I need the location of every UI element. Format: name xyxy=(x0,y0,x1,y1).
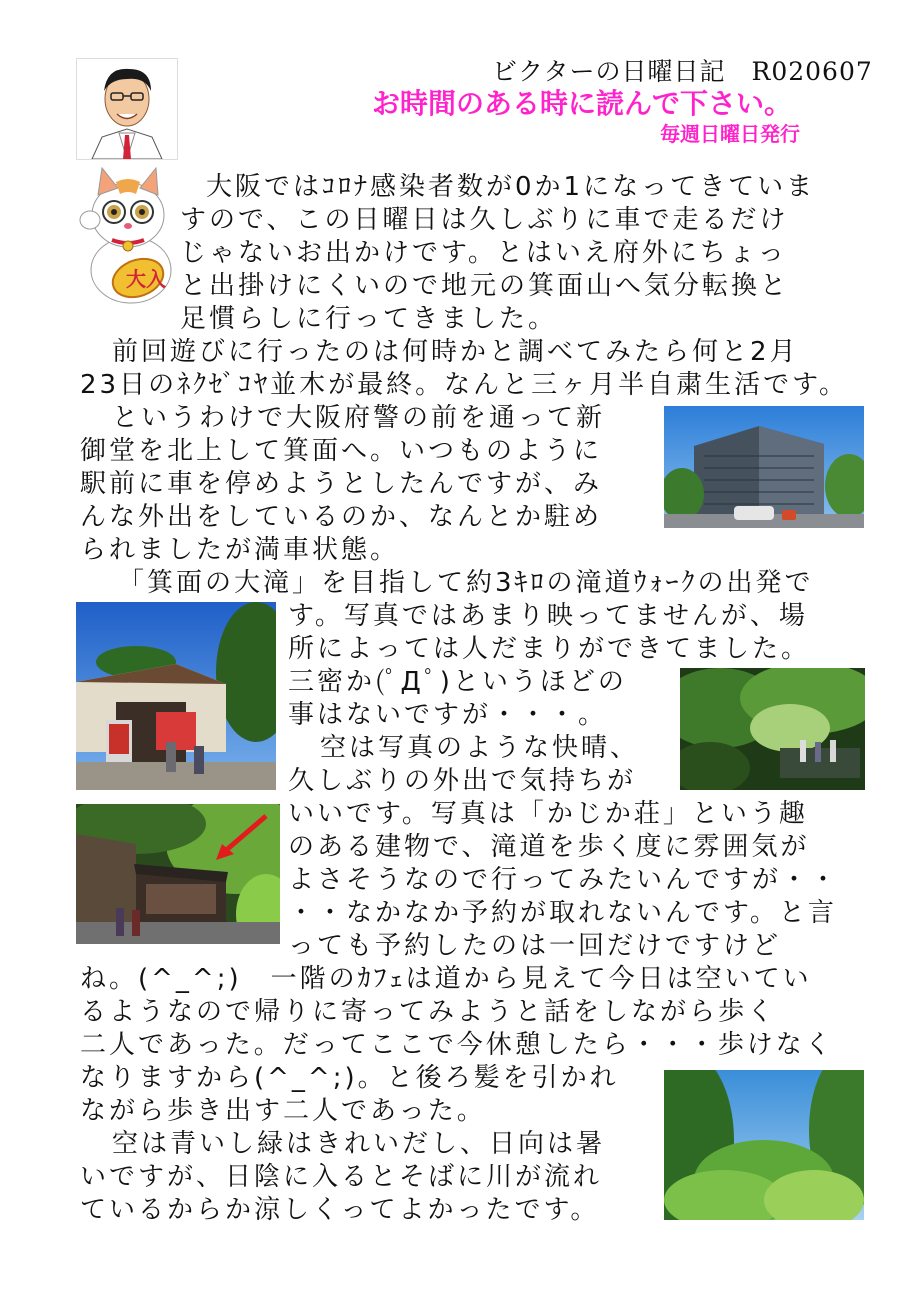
body-line-21: のある建物で、滝道を歩く度に雰囲気が xyxy=(288,832,810,862)
body-line-16: 三密か(ﾟДﾟ)というほどの xyxy=(288,667,627,697)
body-line-2: すので、この日曜日は久しぶりに車で走るだけ xyxy=(180,205,789,235)
body-line-31: いですが、日陰に入るとそばに川が流れ xyxy=(80,1162,603,1192)
body-line-26: るようなので帰りに寄ってみようと話をしながら歩く xyxy=(80,997,777,1027)
svg-text:大入: 大入 xyxy=(126,267,166,291)
body-line-32: ているからか涼しくってよかったです。 xyxy=(80,1195,600,1225)
body-line-18: 空は写真のような快晴、 xyxy=(320,733,640,763)
body-line-27: 二人であった。だってここで今休憩したら・・・歩けなく xyxy=(80,1030,834,1060)
body-line-19: 久しぶりの外出で気持ちが xyxy=(288,766,637,796)
newsletter-subtitle: お時間のある時に読んで下さい。 xyxy=(372,87,793,120)
osaka-police-building-photo xyxy=(664,406,864,528)
body-line-28: なりますから(^_^;)。と後ろ髪を引かれ xyxy=(80,1063,619,1093)
body-line-1: 大阪ではｺﾛﾅ感染者数が0か1になってきていま xyxy=(206,172,816,202)
body-line-7: 23日のﾈｸｾﾞｺﾔ並木が最終。なんと三ヶ月半自粛生活です。 xyxy=(80,370,849,400)
body-line-9: 御堂を北上して箕面へ。いつものように xyxy=(80,436,603,466)
body-line-23: ・・なかなか予約が取れないんです。と言 xyxy=(288,898,837,928)
kajikaso-building-photo xyxy=(76,804,280,944)
body-line-17: 事はないですが・・・。 xyxy=(288,700,608,730)
body-line-14: す。写真ではあまり映ってませんが、場 xyxy=(288,601,808,631)
body-line-20: いいです。写真は「かじか荘」という趣 xyxy=(288,799,808,829)
body-line-11: んな外出をしているのか、なんとか駐め xyxy=(80,502,603,532)
minoo-street-shops-photo xyxy=(76,602,276,790)
body-line-8: というわけで大阪府警の前を通って新 xyxy=(112,403,606,433)
body-line-29: ながら歩き出す二人であった。 xyxy=(80,1096,486,1126)
body-line-13: 「箕面の大滝」を目指して約3ｷﾛの滝道ｳｫｰｸの出発で xyxy=(118,568,814,598)
newsletter-title: ビクターの日曜日記 R020607 xyxy=(492,57,873,86)
body-line-10: 駅前に車を停めようとしたんですが、み xyxy=(80,469,603,499)
body-line-24: っても予約したのは一回だけですけど xyxy=(288,931,782,961)
maneki-neko-image xyxy=(76,160,176,305)
body-line-4: と出掛けにくいので地元の箕面山へ気分転換と xyxy=(180,271,790,301)
body-line-6: 前回遊びに行ったのは何時かと調べてみたら何と2月 xyxy=(112,337,799,367)
body-line-5: 足慣らしに行ってきました。 xyxy=(180,304,558,334)
body-line-3: じゃないお出かけです。とはいえ府外にちょっ xyxy=(180,238,787,268)
author-caricature-image xyxy=(76,58,178,160)
publication-frequency: 毎週日曜日発行 xyxy=(660,122,800,146)
body-line-15: 所によっては人だまりができてました。 xyxy=(288,634,811,664)
body-line-22: よさそうなので行ってみたいんですが・・ xyxy=(288,865,840,895)
body-line-12: られましたが満車状態。 xyxy=(80,535,400,565)
body-line-25: ね。(^_^;) 一階のｶﾌｪは道から見えて今日は空いてい xyxy=(80,964,812,994)
green-valley-photo xyxy=(664,1070,864,1220)
forest-trail-photo xyxy=(680,668,865,790)
body-line-30: 空は青いし緑はきれいだし、日向は暑 xyxy=(112,1129,606,1159)
